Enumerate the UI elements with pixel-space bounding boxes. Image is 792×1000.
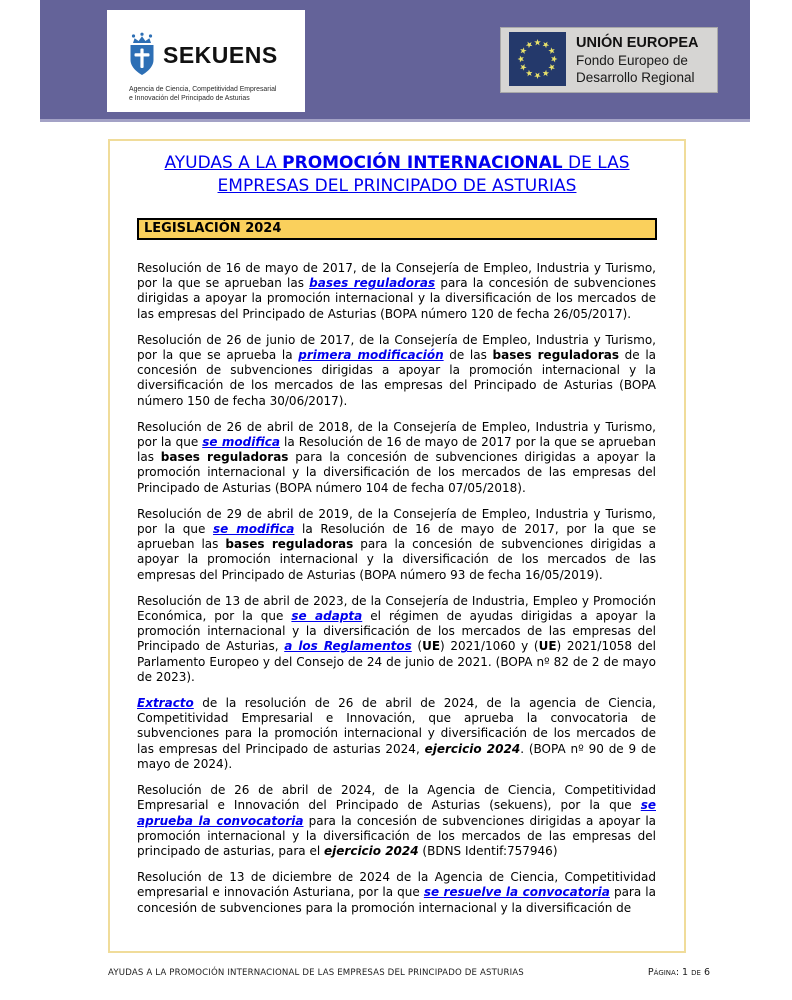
eu-logo-title: UNIÓN EUROPEA bbox=[576, 35, 699, 51]
text-run: Resolución de 13 de abril de 2023, de la Consejería de Industria, Empleo y Promoción Económica, por la que bbox=[137, 593, 656, 624]
doc-link[interactable]: se resuelve la convocatoria bbox=[423, 885, 610, 900]
paragraph bbox=[137, 261, 656, 322]
eu-flag-icon bbox=[509, 32, 566, 86]
text-run: UE bbox=[422, 639, 441, 654]
doc-link[interactable]: a los Reglamentos bbox=[284, 639, 412, 654]
text-run: para la concesión de subvenciones dirigidas a apoyar la promoción internacional y la diversificación de los mercados de las empresas del Principado de Asturias (BOPA número 120 de fecha 26/05/2017). bbox=[137, 276, 657, 321]
paragraph bbox=[137, 870, 656, 916]
page-title bbox=[150, 152, 644, 198]
paragraph bbox=[137, 594, 656, 685]
text-run: bases reguladoras bbox=[492, 348, 620, 363]
text-run: ) 2021/1060 y ( bbox=[440, 639, 539, 654]
text-run: de la concesión de subvenciones dirigidas a apoyar la promoción internacional y la diversificación de los mercados de las empresas del Principado de Asturias (BOPA número 150 de fecha 30/06/2017). bbox=[137, 348, 657, 408]
text-run: para la concesión de subvenciones dirigidas a apoyar la promoción internacional y la diversificación de los mercados de las empresas del Principado de Asturias (BOPA número 93 de fecha 16/05/2019). bbox=[137, 537, 656, 582]
text-run: ) 2021/1058 del Parlamento Europeo y del Consejo de 24 de junio de 2021. (BOPA nº 82 de 2 de mayo de 2023). bbox=[137, 639, 656, 684]
doc-link[interactable]: se modifica bbox=[202, 435, 280, 450]
text-run: Resolución de 16 de mayo de 2017, de la Consejería de Empleo, Industria y Turismo, por la que se aprueban las bbox=[137, 261, 656, 291]
text-run: para la concesión de subvenciones dirigidas a apoyar la promoción internacional y la diversificación de los mercados de las empresas del Principado de Asturias (BOPA número 104 de fecha 07/05/2018). bbox=[137, 450, 656, 495]
text-run: Resolución de 26 de abril de 2024, de la Agencia de Ciencia, Competitividad Empresarial e Innovación del Principado de Asturias (sekuens), por la que bbox=[137, 783, 656, 813]
doc-link[interactable]: primera modificación bbox=[298, 348, 444, 363]
page-title-pre: AYUDAS A LA bbox=[164, 153, 283, 173]
text-run: de la resolución de 26 de abril de 2024, de la agencia de Ciencia, Competitividad Empresarial e Innovación, que aprueba la convocatoria de subvenciones para la promoción internacional y diversificación de los mercados de las empresas del Principado de asturias 2024, bbox=[137, 696, 656, 756]
text-run: UE bbox=[538, 639, 557, 654]
page-title-bold: PROMOCIÓN INTERNACIONAL bbox=[282, 153, 563, 173]
text-run: ejercicio 2024 bbox=[324, 843, 419, 858]
text-run: de las bbox=[443, 348, 493, 363]
text-run: . (BOPA nº 90 de 9 de mayo de 2024). bbox=[137, 741, 656, 771]
text-run: el régimen de ayudas dirigidas a apoyar la promoción internacional y la diversificación de los mercados de las empresas del Principado de Asturias, bbox=[137, 609, 656, 654]
text-run: ejercicio 2024 bbox=[424, 741, 521, 756]
text-run: ( bbox=[411, 639, 423, 654]
text-run: Resolución de 29 de abril de 2019, de la Consejería de Empleo, Industria y Turismo, por la que bbox=[137, 506, 656, 537]
text-run: bases reguladoras bbox=[225, 537, 354, 552]
paragraph bbox=[137, 696, 656, 772]
doc-link[interactable]: se aprueba la convocatoria bbox=[137, 798, 656, 828]
page-footer bbox=[108, 967, 710, 978]
text-run: Resolución de 26 de abril de 2018, de la Consejería de Empleo, Industria y Turismo, por la que bbox=[137, 419, 656, 450]
sekuens-shield-icon bbox=[129, 32, 155, 78]
sekuens-tagline-line1: Agencia de Ciencia, Competitividad Empresarial bbox=[129, 86, 277, 93]
eu-logo-subtitle-line1: Fondo Europeo de bbox=[576, 53, 688, 68]
paragraph bbox=[137, 507, 656, 583]
text-run: para la concesión de subvenciones para la promoción internacional y la diversificación de bbox=[137, 885, 656, 915]
doc-link[interactable]: se modifica bbox=[213, 522, 295, 537]
footer-page-number: Página: 1 de 6 bbox=[647, 967, 710, 978]
text-run: (BDNS Identif:757946) bbox=[418, 843, 558, 858]
sekuens-wordmark: SEKUENS bbox=[163, 41, 278, 68]
doc-link[interactable]: se adapta bbox=[291, 609, 363, 624]
doc-link[interactable]: Extracto bbox=[137, 696, 194, 711]
text-run: la Resolución de 16 de mayo de 2017, por la que se aprueban las bbox=[137, 522, 656, 552]
text-run: la Resolución de 16 de mayo de 2017 por la que se aprueban las bbox=[137, 435, 656, 465]
eu-feder-logo bbox=[500, 27, 718, 93]
paragraph bbox=[137, 420, 656, 496]
header-band bbox=[40, 0, 750, 122]
doc-link[interactable]: bases reguladoras bbox=[309, 276, 436, 291]
section-heading-legislacion: LEGISLACIÓN 2024 bbox=[137, 218, 657, 240]
paragraphs bbox=[137, 261, 656, 916]
page-title-post: DE LAS EMPRESAS DEL PRINCIPADO DE ASTURIAS bbox=[217, 153, 630, 196]
sekuens-logo bbox=[107, 10, 305, 112]
footer-document-title: AYUDAS A LA PROMOCIÓN INTERNACIONAL DE LAS EMPRESAS DEL PRINCIPADO DE ASTURIAS bbox=[108, 968, 524, 978]
text-run: Resolución de 13 de diciembre de 2024 de la Agencia de Ciencia, Competitividad empresarial e innovación Asturiana, por la que bbox=[137, 870, 656, 900]
sekuens-tagline-line2: e Innovación del Principado de Asturias bbox=[129, 95, 250, 102]
text-run: para la concesión de subvenciones dirigidas a apoyar la promoción internacional y la diversificación de los mercados de las empresas del principado de asturias, para el bbox=[137, 813, 657, 858]
paragraph bbox=[137, 333, 656, 409]
paragraph bbox=[137, 783, 656, 859]
eu-logo-subtitle-line2: Desarrollo Regional bbox=[576, 70, 695, 85]
text-run: bases reguladoras bbox=[160, 450, 289, 465]
text-run: Resolución de 26 de junio de 2017, de la Consejería de Empleo, Industria y Turismo, por la que se aprueba la bbox=[137, 332, 656, 363]
document-page bbox=[108, 139, 686, 953]
